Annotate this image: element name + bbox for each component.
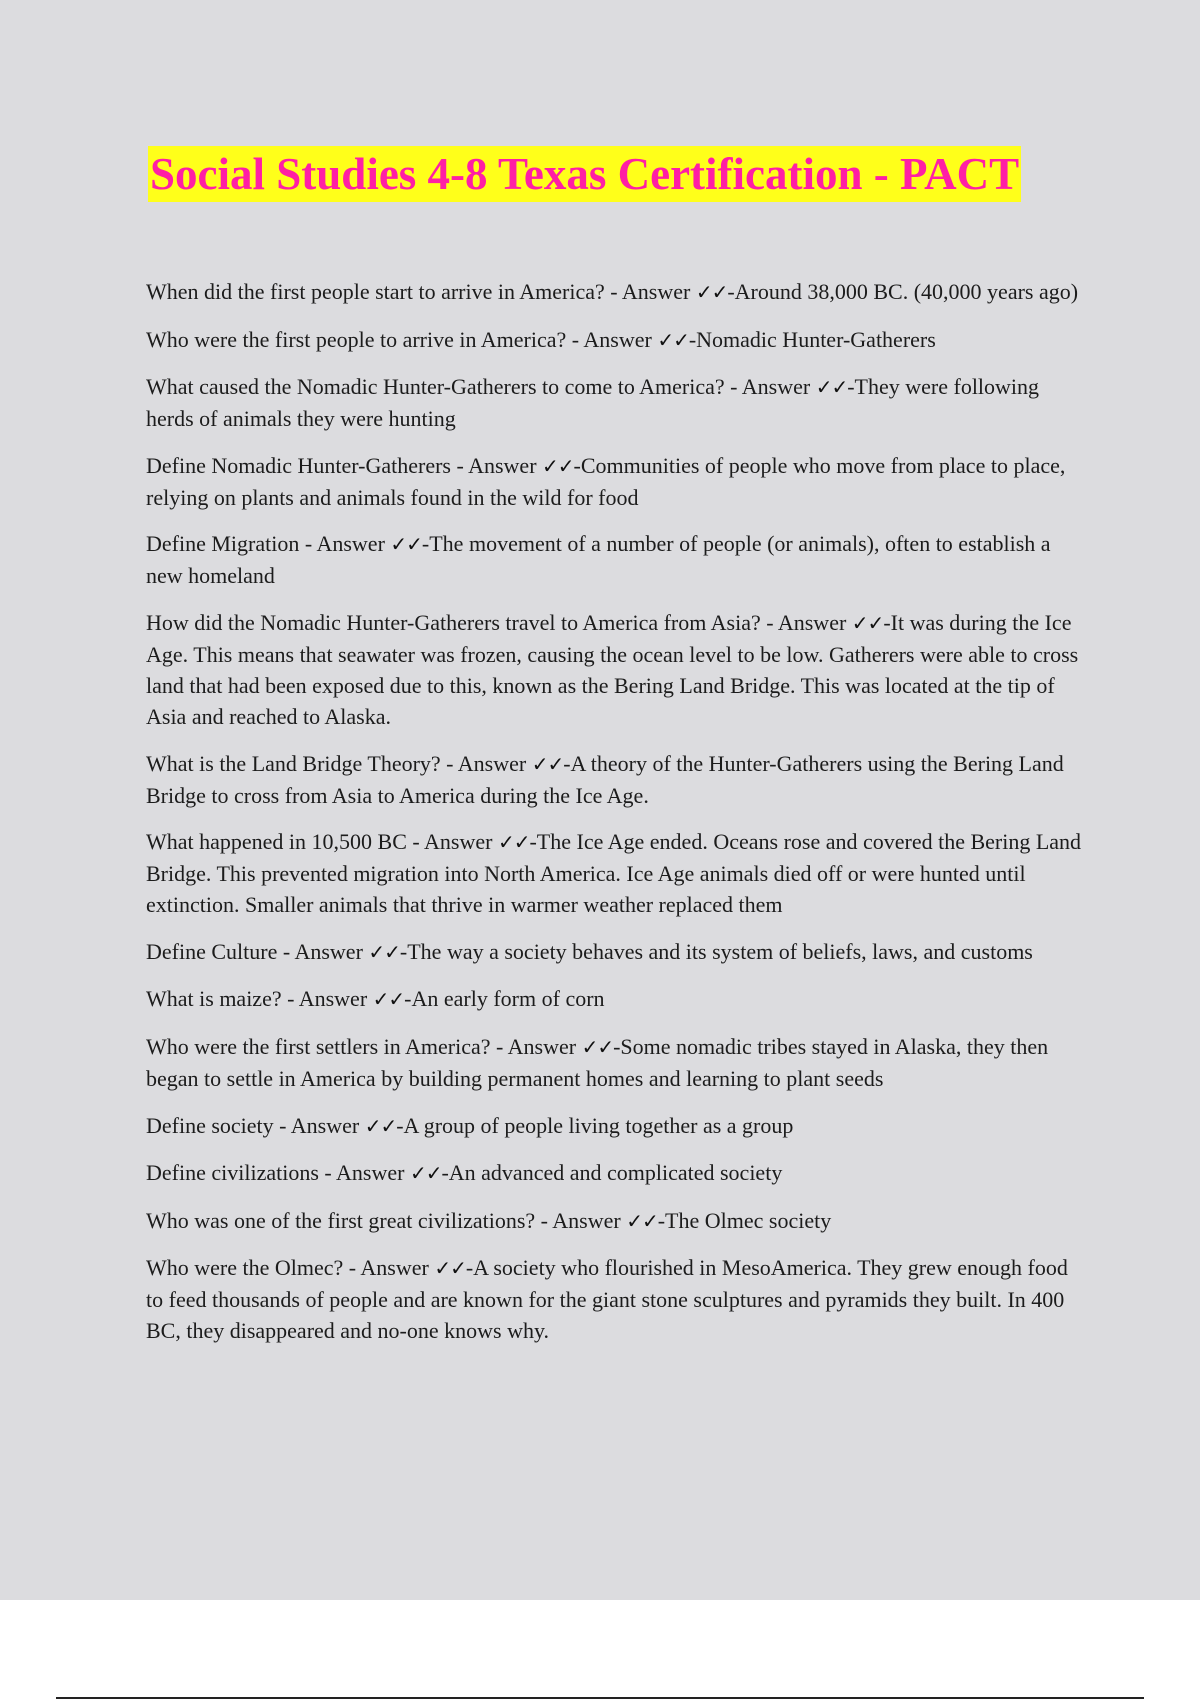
qa-item (146, 748, 1086, 811)
question-text: What happened in 10,500 BC (146, 829, 407, 855)
qa-item (146, 607, 1086, 732)
answer-label: - Answer (273, 1112, 365, 1138)
answer-text: -The movement of a number of people (or animals), often to establish a new homeland (146, 531, 1051, 589)
question-text: Define society (146, 1112, 274, 1138)
answer-label: - Answer (343, 1255, 435, 1281)
answer-label: - Answer (318, 1160, 410, 1186)
double-check-icon: ✓✓ (434, 1256, 466, 1281)
answer-label: - Answer (299, 531, 391, 557)
answer-text: -The way a society behaves and its system of beliefs, laws, and customs (399, 938, 1033, 964)
question-text: What is maize? (146, 986, 282, 1012)
double-check-icon: ✓✓ (626, 1208, 658, 1233)
answer-label: - Answer (604, 279, 696, 304)
qa-item (146, 1031, 1086, 1094)
answer-label: - Answer (566, 326, 658, 352)
double-check-icon: ✓✓ (372, 987, 405, 1012)
qa-list (146, 276, 1086, 1362)
answer-text: -The Olmec society (657, 1207, 832, 1233)
double-check-icon: ✓✓ (542, 453, 574, 478)
qa-item (146, 450, 1086, 513)
double-check-icon: ✓✓ (497, 830, 530, 855)
document-title: Social Studies 4-8 Texas Certification - PACT (148, 146, 1021, 202)
answer-text: -They were following herds of animals they were hunting (146, 374, 1040, 432)
answer-text: -An early form of corn (404, 986, 605, 1012)
answer-label: - Answer (535, 1207, 627, 1233)
question-text: Define Culture (146, 938, 278, 964)
answer-label: - Answer (760, 609, 852, 635)
double-check-icon: ✓✓ (695, 280, 728, 304)
double-check-icon: ✓✓ (851, 610, 884, 635)
qa-item (146, 324, 1086, 356)
answer-text: -It was during the Ice Age. This means that seawater was frozen, causing the ocean level to be low. Gatherers were able to cross land that had been exposed due to this, known as the Bering Land Bridge. This was located at the tip of Asia and reached to Alaska. (146, 609, 1079, 729)
answer-text: -A theory of the Hunter-Gatherers using the Bering Land Bridge to cross from Asia to America during the Ice Age. (146, 750, 1064, 808)
question-text: Define Nomadic Hunter-Gatherers (146, 452, 451, 478)
qa-item (146, 936, 1086, 968)
footer-divider (56, 1697, 1144, 1699)
double-check-icon: ✓✓ (531, 751, 564, 776)
double-check-icon: ✓✓ (409, 1161, 442, 1186)
question-text: What caused the Nomadic Hunter-Gatherers to come to America? (146, 374, 725, 400)
answer-text: -The Ice Age ended. Oceans rose and covered the Bering Land Bridge. This prevented migration into North America. Ice Age animals died off or were hunted until extinction. Smaller animals that thrive in warmer weather replaced them (146, 829, 1082, 918)
qa-item (146, 528, 1086, 591)
question-text: What is the Land Bridge Theory? (146, 750, 441, 776)
question-text: When did the first people start to arrive in America? (146, 279, 605, 304)
answer-label: - Answer (450, 452, 543, 478)
question-text: Who were the Olmec? (146, 1255, 344, 1281)
answer-label: - Answer (281, 986, 373, 1012)
qa-item (146, 1252, 1086, 1346)
answer-label: - Answer (490, 1033, 582, 1059)
answer-text: -An advanced and complicated society (441, 1160, 783, 1186)
double-check-icon: ✓✓ (368, 939, 400, 964)
qa-item (146, 276, 1086, 308)
answer-label: - Answer (277, 938, 369, 964)
double-check-icon: ✓✓ (390, 532, 422, 557)
question-text: Who was one of the first great civilizations? (146, 1207, 536, 1233)
answer-text: -Some nomadic tribes stayed in Alaska, they then began to settle in America by building permanent homes and learning to plant seeds (146, 1033, 1049, 1091)
question-text: Who were the first settlers in America? (146, 1033, 491, 1059)
question-text: Define civilizations (146, 1160, 319, 1186)
double-check-icon: ✓✓ (815, 375, 848, 400)
question-text: Who were the first people to arrive in America? (146, 326, 567, 352)
answer-label: - Answer (724, 374, 816, 400)
question-text: How did the Nomadic Hunter-Gatherers travel to America from Asia? (146, 609, 761, 635)
answer-text: -Around 38,000 BC. (40,000 years ago) (727, 279, 1079, 304)
answer-label: - Answer (440, 750, 532, 776)
answer-text: -A society who flourished in MesoAmerica. They grew enough food to feed thousands of people and are known for the giant stone sculptures and pyramids they built. In 400 BC, they disappeared and no-one knows why. (146, 1255, 1068, 1344)
qa-item (146, 1157, 1086, 1189)
title-container (148, 146, 1084, 202)
double-check-icon: ✓✓ (364, 1113, 397, 1138)
answer-text: -Communities of people who move from place to place, relying on plants and animals found in the wild for food (146, 452, 1066, 510)
answer-text: -A group of people living together as a group (396, 1112, 794, 1138)
double-check-icon: ✓✓ (657, 327, 689, 352)
answer-text: -Nomadic Hunter-Gatherers (688, 326, 936, 352)
qa-item (146, 1205, 1086, 1237)
qa-item (146, 371, 1086, 434)
qa-item (146, 1110, 1086, 1142)
qa-item (146, 826, 1086, 920)
question-text: Define Migration (146, 531, 300, 557)
qa-item (146, 983, 1086, 1015)
answer-label: - Answer (406, 829, 498, 855)
double-check-icon: ✓✓ (581, 1034, 614, 1059)
